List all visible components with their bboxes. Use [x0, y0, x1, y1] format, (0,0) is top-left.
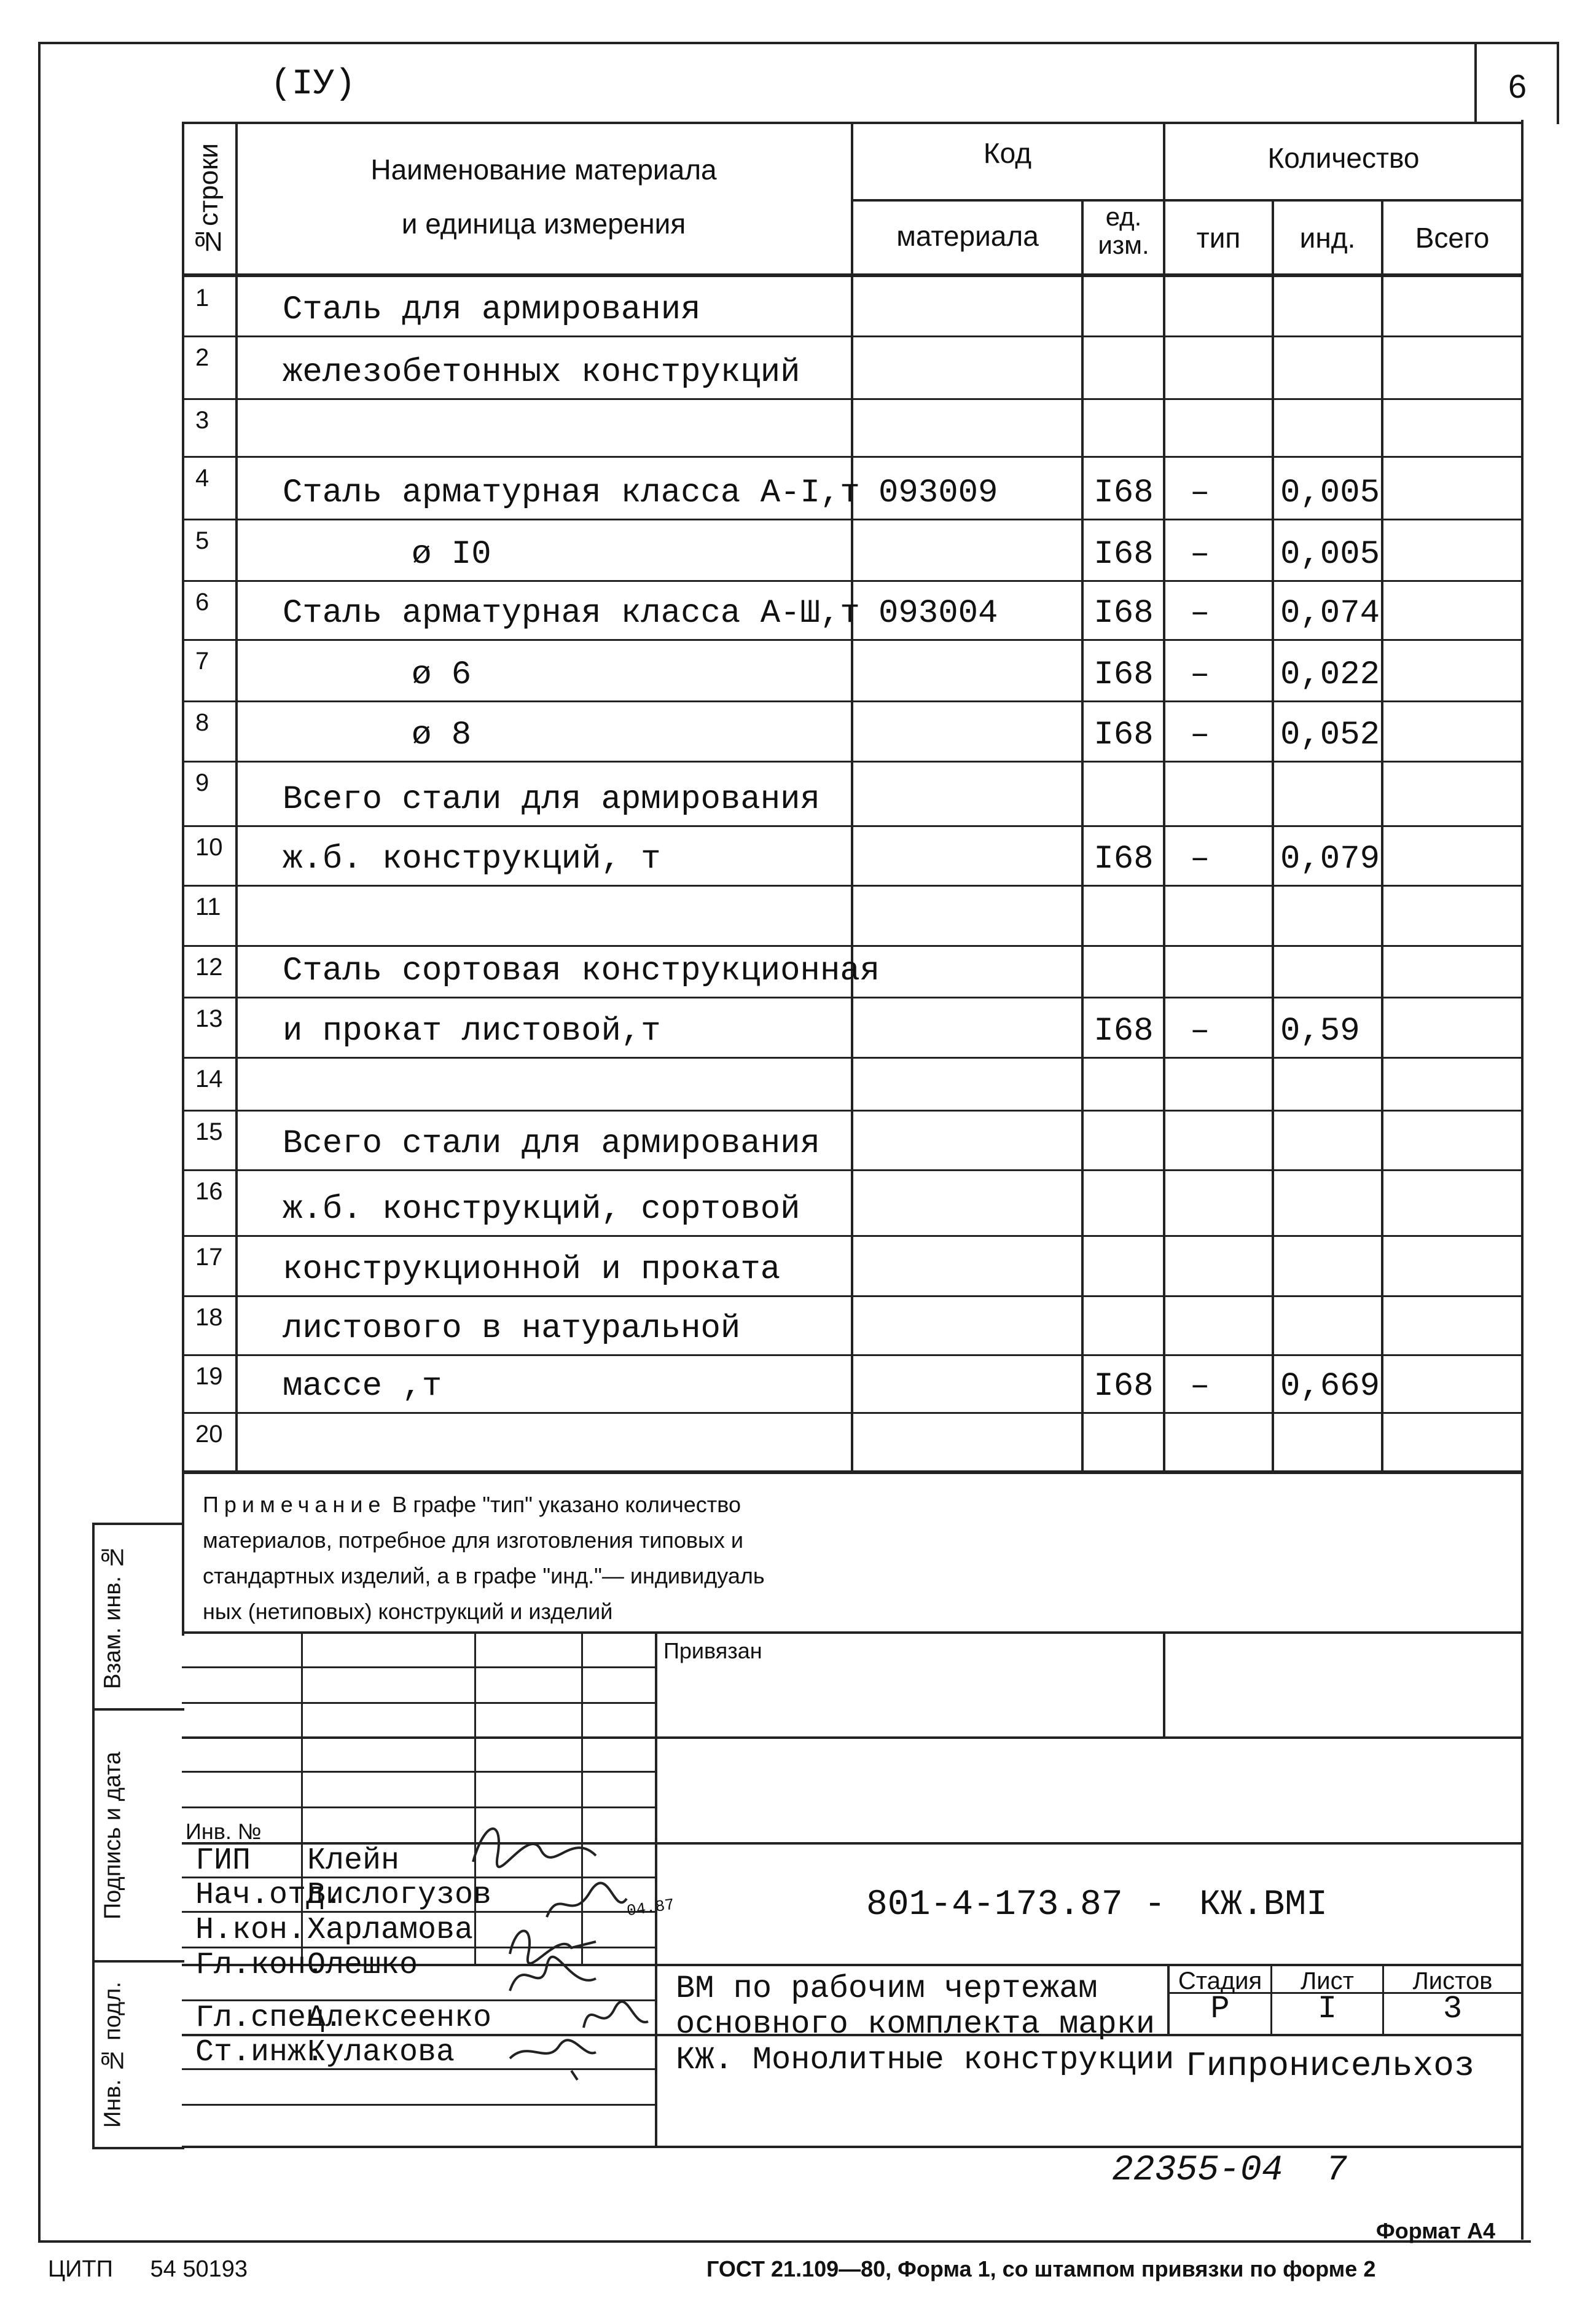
row-number: 3	[195, 407, 209, 434]
side-stamp-div2	[92, 1960, 184, 1963]
col-line-5	[1272, 199, 1274, 1472]
staff-name: Клейн	[307, 1843, 400, 1878]
tb-h-stage2	[1167, 2034, 1524, 2036]
row-unit: I68	[1093, 474, 1154, 512]
row-type: –	[1190, 841, 1210, 878]
privyazan-label: Привязан	[663, 1638, 762, 1663]
row-number: 20	[195, 1421, 223, 1448]
row-name: Сталь арматурная класса А-I,т	[283, 474, 860, 512]
row-ind: 0,005	[1280, 474, 1380, 512]
staff-name: Харламова	[307, 1913, 474, 1948]
row-number: 5	[195, 527, 209, 554]
frame-left	[38, 42, 41, 2242]
col-line-4	[1163, 122, 1165, 1472]
header-qty-type: тип	[1196, 222, 1241, 254]
row-divider	[182, 580, 1524, 582]
row-ind: 0,022	[1280, 656, 1380, 694]
tb-h1	[182, 1666, 655, 1668]
row-divider	[182, 997, 1524, 998]
row-divider	[182, 1057, 1524, 1059]
header-code-unit	[1084, 203, 1163, 259]
header-code-unit-line1: ед.	[1105, 202, 1142, 231]
format-label: Формат А4	[1376, 2218, 1496, 2243]
col-line-1	[235, 122, 238, 1472]
col-line-0	[182, 122, 184, 1636]
tb-v4	[655, 1631, 657, 2147]
doc-title	[676, 1971, 1174, 2078]
frame-bottom	[38, 2240, 1531, 2243]
row-divider	[182, 1354, 1524, 1356]
row-name: ж.б. конструкций, сортовой	[283, 1191, 800, 1228]
footer-gost: ГОСТ 21.109—80, Форма 1, со штампом привязки по форме 2	[706, 2256, 1376, 2281]
row-unit: I68	[1093, 716, 1154, 754]
row-number: 9	[195, 769, 209, 796]
staff-name: Алексеенко	[307, 2001, 492, 2036]
note-line4: ных (нетиповых) конструкций и изделий	[203, 1599, 613, 1624]
row-name: массе ,т	[283, 1368, 442, 1405]
header-code-unit-line2: изм.	[1098, 230, 1149, 259]
row-unit: I68	[1093, 595, 1154, 632]
row-unit: I68	[1093, 536, 1154, 573]
side-stamp-top	[92, 1523, 184, 1525]
row-number: 1	[195, 284, 209, 312]
staff-name: Кулакова	[307, 2035, 455, 2070]
row-number: 10	[195, 834, 223, 861]
tb-h5	[182, 1806, 655, 1808]
row-number: 17	[195, 1244, 223, 1271]
row-number: 8	[195, 709, 209, 736]
row-name: конструкционной и проката	[283, 1251, 781, 1288]
row-code: 093009	[878, 474, 998, 512]
footer-citp: ЦИТП	[48, 2256, 113, 2282]
note-title: Примечание	[203, 1492, 386, 1517]
col-line-3	[1081, 199, 1084, 1472]
doc-code-number: 801-4-173.87 -	[866, 1885, 1166, 1925]
row-number: 16	[195, 1178, 223, 1205]
row-type: –	[1190, 1013, 1210, 1050]
staff-role: ГИП	[195, 1843, 251, 1878]
staff-role: Нач.отд.	[195, 1878, 343, 1913]
tb-h4	[182, 1771, 655, 1773]
header-name	[240, 143, 848, 251]
org-name: Гипронисельхоз	[1186, 2046, 1475, 2085]
tb-h2	[182, 1702, 655, 1704]
row-number: 19	[195, 1363, 223, 1390]
row-ind: 0,005	[1280, 536, 1380, 573]
note-line2: материалов, потребное для изготовления типовых и	[203, 1528, 744, 1553]
row-name: Всего стали для армирования	[283, 781, 820, 818]
signature-oleshko	[504, 1954, 602, 2003]
tb-h3	[182, 1736, 1524, 1739]
signature-klein	[467, 1813, 602, 1880]
row-divider	[182, 825, 1524, 827]
frame-top	[38, 42, 1559, 44]
row-unit: I68	[1093, 841, 1154, 878]
doc-code	[866, 1885, 1328, 1925]
row-divider	[182, 1169, 1524, 1171]
tb-h0	[182, 1631, 1524, 1634]
doc-title-l2: основного комплекта марки	[676, 2006, 1156, 2042]
inv-no-label: Инв. №	[186, 1819, 262, 1844]
col-line-7	[1521, 122, 1524, 1472]
side-podpis: Подпись и дата	[100, 1751, 126, 1920]
header-name-line2: и единица измерения	[401, 208, 686, 240]
row-name: Всего стали для армирования	[283, 1125, 820, 1163]
handwritten-number: 22355-04 7	[1112, 2151, 1347, 2191]
row-type: –	[1190, 656, 1210, 694]
tb-h15	[182, 2146, 1524, 2148]
note-line3: стандартных изделий, а в графе "инд."— индивидуаль	[203, 1563, 765, 1588]
row-number: 6	[195, 589, 209, 616]
row-divider	[182, 1295, 1524, 1297]
side-stamp-bottom	[92, 2147, 184, 2149]
row-unit: I68	[1093, 656, 1154, 694]
row-ind: 0,669	[1280, 1368, 1380, 1405]
row-name: ø 8	[412, 716, 472, 754]
row-ind: 0,079	[1280, 841, 1380, 878]
sheet-label: Лист	[1301, 1967, 1354, 1994]
signature-kulakova	[504, 2028, 602, 2083]
row-code: 093004	[878, 595, 998, 632]
note-text1: В графе "тип" указано количество	[392, 1492, 741, 1517]
row-divider	[182, 1235, 1524, 1237]
row-name: листового в натуральной	[283, 1310, 741, 1347]
footer-left-number: 54 50193	[150, 2256, 248, 2282]
row-number: 14	[195, 1065, 223, 1092]
header-name-line1: Наименование материала	[370, 154, 717, 186]
staff-name: Вислогузов	[307, 1878, 492, 1913]
row-divider	[182, 761, 1524, 763]
header-qty: Количество	[1267, 142, 1420, 174]
staff-role: Н.кон.	[195, 1913, 307, 1948]
row-name: ж.б. конструкций, т	[283, 841, 661, 878]
header-qty-ind: инд.	[1299, 222, 1356, 254]
row-unit: I68	[1093, 1013, 1154, 1050]
doc-title-l3: КЖ. Монолитные конструкции	[676, 2042, 1175, 2078]
staff-name: Олешко	[307, 1948, 418, 1983]
col-line-2	[851, 122, 853, 1472]
tb-h14	[182, 2104, 655, 2106]
doc-code-mark: КЖ.ВМI	[1199, 1885, 1328, 1925]
stage-label: Стадия	[1178, 1967, 1262, 1994]
row-number: 15	[195, 1118, 223, 1145]
row-type: –	[1190, 474, 1210, 512]
part-label: (IУ)	[270, 65, 356, 104]
row-name: Сталь арматурная класса А-Ш,т	[283, 595, 860, 632]
header-row-no: №строки	[194, 143, 224, 256]
doc-title-l1: ВМ по рабочим чертежам	[676, 1971, 1098, 2007]
staff-role: Гл.спец.	[195, 2001, 343, 2036]
row-name: ø I0	[412, 536, 491, 573]
sheets-value: 3	[1442, 1991, 1463, 2027]
row-ind: 0,074	[1280, 595, 1380, 632]
tb-v2	[474, 1631, 476, 1966]
footer-left	[48, 2256, 248, 2283]
table-subheader-line	[851, 199, 1524, 202]
row-number: 18	[195, 1304, 223, 1331]
row-unit: I68	[1093, 1368, 1154, 1405]
row-type: –	[1190, 716, 1210, 754]
staff-role: Гл.кон.	[195, 1948, 325, 1983]
row-number: 13	[195, 1005, 223, 1032]
header-qty-total: Всего	[1415, 222, 1490, 254]
sheets-label: Листов	[1412, 1967, 1493, 1994]
row-divider	[182, 1110, 1524, 1112]
side-vzam: Взам. инв. №	[100, 1543, 126, 1690]
row-number: 2	[195, 344, 209, 371]
row-divider	[182, 945, 1524, 947]
row-divider	[182, 335, 1524, 337]
row-divider	[182, 1412, 1524, 1414]
row-divider	[182, 639, 1524, 641]
side-stamp-div1	[92, 1708, 184, 1711]
row-number: 12	[195, 954, 223, 981]
note-line1	[203, 1487, 765, 1523]
staff-role: Ст.инж.	[195, 2035, 325, 2070]
row-name: ø 6	[412, 656, 472, 694]
row-divider	[182, 885, 1524, 887]
row-type: –	[1190, 1368, 1210, 1405]
row-name: Сталь сортовая конструкционная	[283, 952, 880, 990]
date-note: 04.87	[625, 1895, 676, 1921]
side-inv-podl: Инв. № подл.	[100, 1982, 126, 2128]
sheet-number: 6	[1508, 68, 1527, 105]
row-number: 4	[195, 465, 209, 492]
header-code-material: материала	[896, 220, 1039, 252]
row-ind: 0,052	[1280, 716, 1380, 754]
row-type: –	[1190, 536, 1210, 573]
note	[203, 1487, 765, 1630]
row-name: и прокат листовой,т	[283, 1013, 661, 1050]
sheet-number-box-right	[1557, 42, 1559, 124]
row-type: –	[1190, 595, 1210, 632]
row-divider	[182, 398, 1524, 400]
stage-value: Р	[1210, 1991, 1230, 2027]
row-divider	[182, 456, 1524, 458]
row-name: железобетонных конструкций	[283, 354, 800, 391]
row-divider	[182, 700, 1524, 702]
row-name: Сталь для армирования	[283, 291, 701, 329]
sheet-value: I	[1317, 1991, 1337, 2027]
row-number: 11	[195, 893, 221, 920]
row-ind: 0,59	[1280, 1013, 1360, 1050]
row-number: 7	[195, 648, 209, 675]
row-divider	[182, 519, 1524, 520]
sheet-number-box-left	[1474, 42, 1477, 124]
header-code: Код	[983, 137, 1032, 169]
tb-v5	[1163, 1631, 1165, 1738]
col-line-6	[1381, 199, 1383, 1472]
